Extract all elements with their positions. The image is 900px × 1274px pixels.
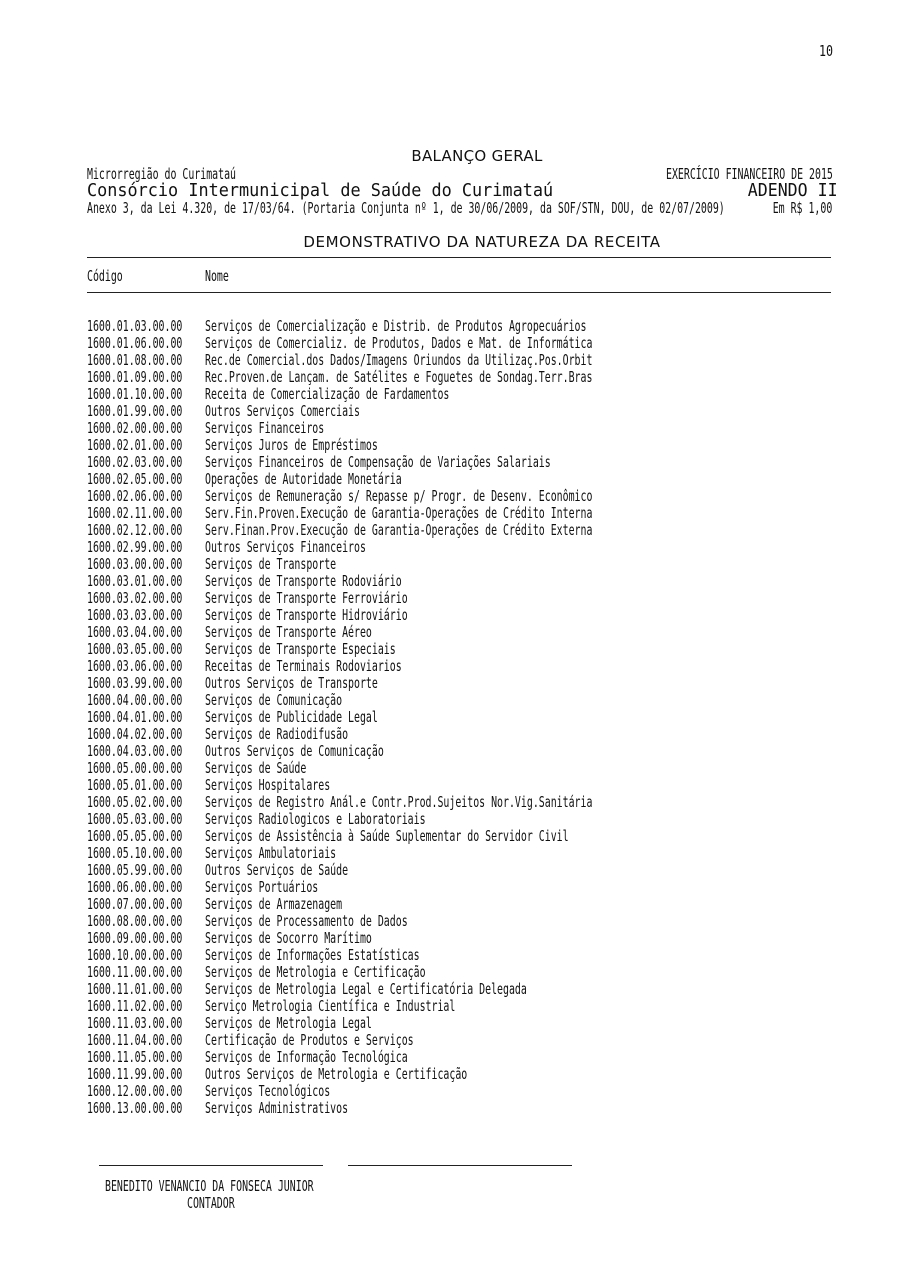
row-code: 1600.11.03.00.00 <box>87 1014 183 1032</box>
column-header-name: Nome <box>205 267 229 285</box>
row-code: 1600.03.99.00.00 <box>87 674 183 692</box>
row-name: Serviços de Transporte <box>205 555 337 573</box>
row-name: Outros Serviços de Metrologia e Certificação <box>205 1065 468 1083</box>
row-code: 1600.11.04.00.00 <box>87 1031 183 1049</box>
table-row <box>87 607 831 624</box>
header-bottom-divider <box>87 292 831 293</box>
row-code: 1600.01.99.00.00 <box>87 402 183 420</box>
signature-line-left <box>99 1165 323 1166</box>
row-code: 1600.03.04.00.00 <box>87 623 183 641</box>
table-row <box>87 777 831 794</box>
row-name: Serviços Administrativos <box>205 1099 349 1117</box>
table-row <box>87 879 831 896</box>
table-row <box>87 726 831 743</box>
table-row <box>87 828 831 845</box>
row-name: Serviços de Metrologia e Certificação <box>205 963 426 981</box>
header-top-divider <box>87 257 831 258</box>
row-name: Serviços de Saúde <box>205 759 307 777</box>
region-label: Microrregião do Curimataú <box>87 165 237 183</box>
table-row <box>87 1049 831 1066</box>
row-name: Serviços de Socorro Marítimo <box>205 929 372 947</box>
table-row <box>87 845 831 862</box>
row-code: 1600.01.03.00.00 <box>87 317 183 335</box>
table-row <box>87 420 831 437</box>
row-code: 1600.05.03.00.00 <box>87 810 183 828</box>
table-row <box>87 1083 831 1100</box>
revenue-list <box>87 318 831 1117</box>
row-name: Outros Serviços Financeiros <box>205 538 366 556</box>
row-code: 1600.02.99.00.00 <box>87 538 183 556</box>
legal-reference: Anexo 3, da Lei 4.320, de 17/03/64. (Portaria Conjunta nº 1, de 30/06/2009, da SOF/STN, DOU, de 02/07/2009) <box>87 199 725 217</box>
row-code: 1600.03.05.00.00 <box>87 640 183 658</box>
row-name: Serviços Tecnológicos <box>205 1082 331 1100</box>
table-row <box>87 947 831 964</box>
row-code: 1600.05.02.00.00 <box>87 793 183 811</box>
row-code: 1600.01.09.00.00 <box>87 368 183 386</box>
row-code: 1600.02.11.00.00 <box>87 504 183 522</box>
row-name: Rec.de Comercial.dos Dados/Imagens Oriundos da Utilizaç.Pos.Orbit <box>205 351 593 369</box>
row-code: 1600.03.06.00.00 <box>87 657 183 675</box>
table-row <box>87 539 831 556</box>
table-row <box>87 471 831 488</box>
row-name: Serviços Financeiros <box>205 419 325 437</box>
row-code: 1600.04.03.00.00 <box>87 742 183 760</box>
column-header-code: Código <box>87 267 123 285</box>
row-name: Serviços de Informações Estatísticas <box>205 946 420 964</box>
table-row <box>87 896 831 913</box>
table-row <box>87 454 831 471</box>
row-name: Serviços de Radiodifusão <box>205 725 349 743</box>
row-name: Serviços de Metrologia Legal <box>205 1014 372 1032</box>
signature-line-right <box>348 1165 572 1166</box>
report-title: BALANÇO GERAL <box>411 147 543 165</box>
table-row <box>87 386 831 403</box>
row-name: Serviços de Publicidade Legal <box>205 708 378 726</box>
table-row <box>87 743 831 760</box>
table-row <box>87 760 831 777</box>
row-code: 1600.11.00.00.00 <box>87 963 183 981</box>
row-name: Serviços de Transporte Aéreo <box>205 623 372 641</box>
row-name: Serviços de Transporte Ferroviário <box>205 589 408 607</box>
row-code: 1600.04.01.00.00 <box>87 708 183 726</box>
table-row <box>87 709 831 726</box>
page-number: 10 <box>819 42 834 60</box>
row-name: Serviços de Informação Tecnológica <box>205 1048 408 1066</box>
addendum-label: ADENDO II <box>748 180 838 201</box>
table-row <box>87 658 831 675</box>
row-code: 1600.12.00.00.00 <box>87 1082 183 1100</box>
table-row <box>87 930 831 947</box>
row-name: Operações de Autoridade Monetária <box>205 470 402 488</box>
row-code: 1600.02.05.00.00 <box>87 470 183 488</box>
currency-unit: Em R$ 1,00 <box>772 199 832 217</box>
row-name: Serviços de Comercialização e Distrib. de Produtos Agropecuários <box>205 317 587 335</box>
consortium-name: Consórcio Intermunicipal de Saúde do Curimataú <box>87 180 554 201</box>
section-title: DEMONSTRATIVO DA NATUREZA DA RECEITA <box>303 233 661 251</box>
row-code: 1600.11.99.00.00 <box>87 1065 183 1083</box>
row-name: Outros Serviços de Saúde <box>205 861 349 879</box>
table-row <box>87 488 831 505</box>
table-row <box>87 964 831 981</box>
table-row <box>87 692 831 709</box>
table-row <box>87 403 831 420</box>
row-name: Serviços de Assistência à Saúde Suplementar do Servidor Civil <box>205 827 569 845</box>
row-code: 1600.03.01.00.00 <box>87 572 183 590</box>
row-name: Serviços de Registro Anál.e Contr.Prod.Sujeitos Nor.Vig.Sanitária <box>205 793 593 811</box>
row-code: 1600.03.02.00.00 <box>87 589 183 607</box>
row-name: Outros Serviços de Transporte <box>205 674 378 692</box>
row-code: 1600.01.10.00.00 <box>87 385 183 403</box>
table-row <box>87 1066 831 1083</box>
row-code: 1600.04.02.00.00 <box>87 725 183 743</box>
row-name: Serviços de Transporte Hidroviário <box>205 606 408 624</box>
row-name: Receita de Comercialização de Fardamentos <box>205 385 450 403</box>
row-code: 1600.13.00.00.00 <box>87 1099 183 1117</box>
row-name: Serviços de Metrologia Legal e Certificatória Delegada <box>205 980 527 998</box>
table-row <box>87 624 831 641</box>
row-name: Serviços de Transporte Rodoviário <box>205 572 402 590</box>
table-row <box>87 811 831 828</box>
table-row <box>87 335 831 352</box>
table-row <box>87 556 831 573</box>
row-code: 1600.11.05.00.00 <box>87 1048 183 1066</box>
row-name: Serv.Finan.Prov.Execução de Garantia-Operações de Crédito Externa <box>205 521 593 539</box>
row-code: 1600.07.00.00.00 <box>87 895 183 913</box>
row-code: 1600.01.06.00.00 <box>87 334 183 352</box>
fiscal-year-label: EXERCÍCIO FINANCEIRO DE 2015 <box>666 165 833 183</box>
row-name: Serviços Financeiros de Compensação de Variações Salariais <box>205 453 551 471</box>
row-code: 1600.09.00.00.00 <box>87 929 183 947</box>
row-code: 1600.05.99.00.00 <box>87 861 183 879</box>
row-code: 1600.04.00.00.00 <box>87 691 183 709</box>
signer-name: BENEDITO VENANCIO DA FONSECA JUNIOR <box>105 1177 314 1195</box>
row-code: 1600.08.00.00.00 <box>87 912 183 930</box>
row-code: 1600.05.10.00.00 <box>87 844 183 862</box>
row-name: Certificação de Produtos e Serviços <box>205 1031 414 1049</box>
row-name: Outros Serviços de Comunicação <box>205 742 384 760</box>
row-code: 1600.02.03.00.00 <box>87 453 183 471</box>
row-code: 1600.11.02.00.00 <box>87 997 183 1015</box>
row-name: Serviços Portuários <box>205 878 319 896</box>
row-name: Outros Serviços Comerciais <box>205 402 360 420</box>
row-code: 1600.05.05.00.00 <box>87 827 183 845</box>
row-code: 1600.10.00.00.00 <box>87 946 183 964</box>
row-name: Receitas de Terminais Rodoviarios <box>205 657 402 675</box>
row-name: Serviços Juros de Empréstimos <box>205 436 378 454</box>
table-row <box>87 1100 831 1117</box>
table-row <box>87 369 831 386</box>
row-code: 1600.11.01.00.00 <box>87 980 183 998</box>
row-name: Serviços Hospitalares <box>205 776 331 794</box>
table-row <box>87 318 831 335</box>
row-code: 1600.03.00.00.00 <box>87 555 183 573</box>
table-row <box>87 981 831 998</box>
table-row <box>87 590 831 607</box>
row-code: 1600.05.00.00.00 <box>87 759 183 777</box>
table-row <box>87 862 831 879</box>
row-name: Serv.Fin.Proven.Execução de Garantia-Operações de Crédito Interna <box>205 504 593 522</box>
row-code: 1600.02.00.00.00 <box>87 419 183 437</box>
row-code: 1600.03.03.00.00 <box>87 606 183 624</box>
row-name: Serviços de Transporte Especiais <box>205 640 396 658</box>
signer-role: CONTADOR <box>187 1194 235 1212</box>
table-row <box>87 998 831 1015</box>
row-name: Rec.Proven.de Lançam. de Satélites e Foguetes de Sondag.Terr.Bras <box>205 368 593 386</box>
table-row <box>87 505 831 522</box>
row-name: Serviços de Processamento de Dados <box>205 912 408 930</box>
row-name: Serviços Ambulatoriais <box>205 844 337 862</box>
row-code: 1600.02.12.00.00 <box>87 521 183 539</box>
table-row <box>87 675 831 692</box>
table-row <box>87 522 831 539</box>
row-code: 1600.06.00.00.00 <box>87 878 183 896</box>
row-code: 1600.02.06.00.00 <box>87 487 183 505</box>
table-row <box>87 573 831 590</box>
row-name: Serviço Metrologia Científica e Industrial <box>205 997 456 1015</box>
table-row <box>87 1032 831 1049</box>
row-name: Serviços Radiologicos e Laboratoriais <box>205 810 426 828</box>
table-row <box>87 913 831 930</box>
row-name: Serviços de Comunicação <box>205 691 343 709</box>
row-code: 1600.01.08.00.00 <box>87 351 183 369</box>
row-code: 1600.05.01.00.00 <box>87 776 183 794</box>
table-row <box>87 794 831 811</box>
table-row <box>87 352 831 369</box>
row-name: Serviços de Armazenagem <box>205 895 343 913</box>
row-name: Serviços de Comercializ. de Produtos, Dados e Mat. de Informática <box>205 334 593 352</box>
table-row <box>87 641 831 658</box>
row-code: 1600.02.01.00.00 <box>87 436 183 454</box>
table-row <box>87 437 831 454</box>
row-name: Serviços de Remuneração s/ Repasse p/ Progr. de Desenv. Econômico <box>205 487 593 505</box>
table-row <box>87 1015 831 1032</box>
